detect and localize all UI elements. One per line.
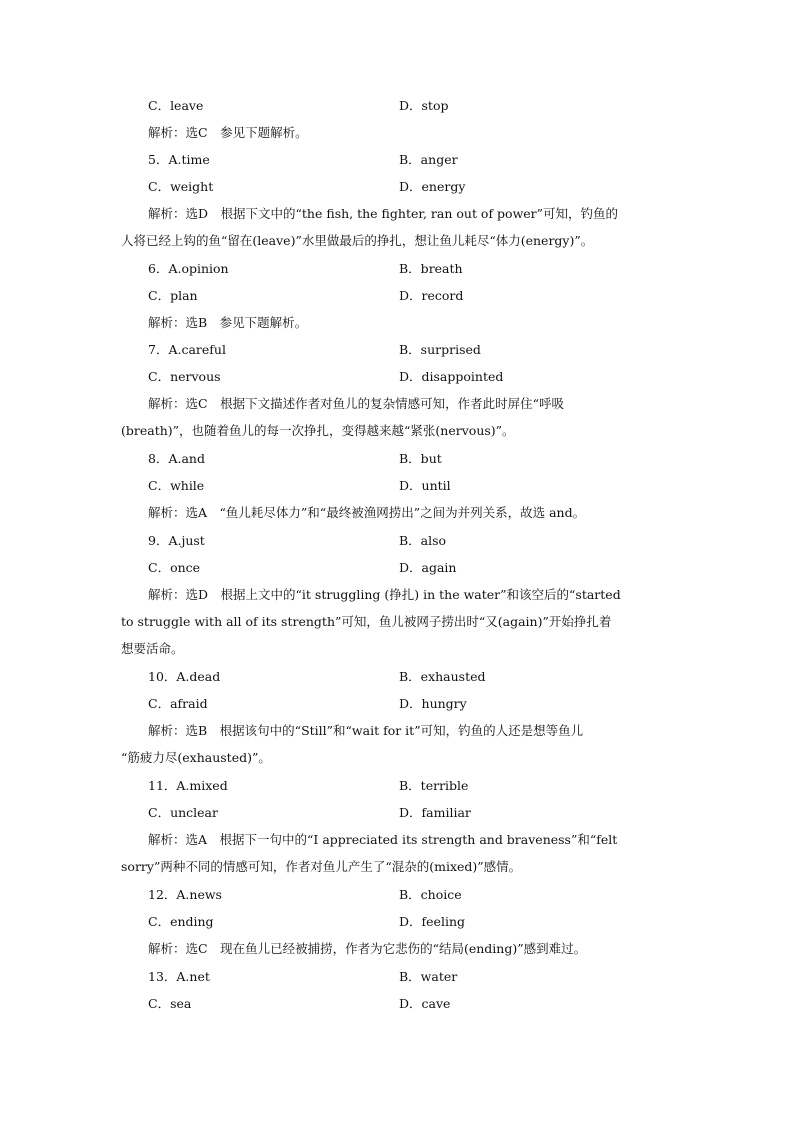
explanation-continuation: 人将已经上钩的鱼“留在(leave)”水里做最后的挣扎，想让鱼儿耗尽“体力(energy)”。 xyxy=(121,233,594,248)
option-left: 6．A.opinion xyxy=(148,261,229,276)
explanation-line: 解析：选A “鱼儿耗尽体力”和“最终被渔网捞出”之间为并列关系，故选 and。 xyxy=(148,505,586,520)
option-right: B．surprised xyxy=(399,342,481,357)
option-right: B．terrible xyxy=(399,778,469,793)
option-left: 13．A.net xyxy=(148,969,210,984)
option-left: C．unclear xyxy=(148,805,218,820)
option-left: C．nervous xyxy=(148,369,221,384)
option-right: D．familiar xyxy=(399,805,471,820)
explanation-line: 解析：选C 参见下题解析。 xyxy=(148,125,308,140)
option-right: B．but xyxy=(399,451,442,466)
option-left: 12．A.news xyxy=(148,887,222,902)
explanation-continuation: 想要活命。 xyxy=(121,641,184,656)
option-right: D．cave xyxy=(399,996,451,1011)
option-right: B．anger xyxy=(399,152,458,167)
explanation-continuation: (breath)”，也随着鱼儿的每一次挣扎，变得越来越“紧张(nervous)”。 xyxy=(121,423,515,438)
option-left: C．once xyxy=(148,560,201,575)
option-right: D．hungry xyxy=(399,696,467,711)
explanation-line: 解析：选C 现在鱼儿已经被捕捞，作者为它悲伤的“结局(ending)”感到难过。 xyxy=(148,941,587,956)
option-left: C．sea xyxy=(148,996,192,1011)
option-left: 8．A.and xyxy=(148,451,205,466)
option-left: C．afraid xyxy=(148,696,208,711)
option-right: D．disappointed xyxy=(399,369,504,384)
explanation-line: 解析：选A 根据下一句中的“I appreciated its strength and braveness”和“felt xyxy=(148,832,618,847)
option-right: B．exhausted xyxy=(399,669,486,684)
option-right: D．until xyxy=(399,478,451,493)
option-right: D．feeling xyxy=(399,914,465,929)
explanation-line: 解析：选C 根据下文描述作者对鱼儿的复杂情感可知，作者此时屏住“呼吸 xyxy=(148,396,564,411)
option-left: 9．A.just xyxy=(148,533,205,548)
option-left: 11．A.mixed xyxy=(148,778,228,793)
option-left: 10．A.dead xyxy=(148,669,221,684)
option-right: D．record xyxy=(399,288,464,303)
explanation-line: 解析：选D 根据下文中的“the fish, the fighter, ran out of power”可知，钓鱼的 xyxy=(148,206,619,221)
option-right: B．also xyxy=(399,533,447,548)
option-right: B．water xyxy=(399,969,458,984)
option-left: C．ending xyxy=(148,914,214,929)
explanation-continuation: to struggle with all of its strength”可知，鱼儿被网子捞出时“又(again)”开始挣扎着 xyxy=(121,614,612,629)
option-left: C．plan xyxy=(148,288,198,303)
option-left: C．leave xyxy=(148,98,204,113)
explanation-line: 解析：选D 根据上文中的“it struggling (挣扎) in the water”和该空后的“started xyxy=(148,587,621,602)
option-right: D．stop xyxy=(399,98,449,113)
option-right: D．again xyxy=(399,560,457,575)
option-right: B．choice xyxy=(399,887,462,902)
explanation-continuation: “筋疲力尽(exhausted)”。 xyxy=(121,750,271,765)
option-right: D．energy xyxy=(399,179,466,194)
explanation-line: 解析：选B 参见下题解析。 xyxy=(148,315,308,330)
option-left: C．weight xyxy=(148,179,214,194)
option-left: C．while xyxy=(148,478,205,493)
option-left: 5．A.time xyxy=(148,152,210,167)
option-left: 7．A.careful xyxy=(148,342,226,357)
explanation-line: 解析：选B 根据该句中的“Still”和“wait for it”可知，钓鱼的人还是想等鱼儿 xyxy=(148,723,584,738)
option-right: B．breath xyxy=(399,261,463,276)
explanation-continuation: sorry”两种不同的情感可知，作者对鱼儿产生了“混杂的(mixed)”感情。 xyxy=(121,859,522,874)
